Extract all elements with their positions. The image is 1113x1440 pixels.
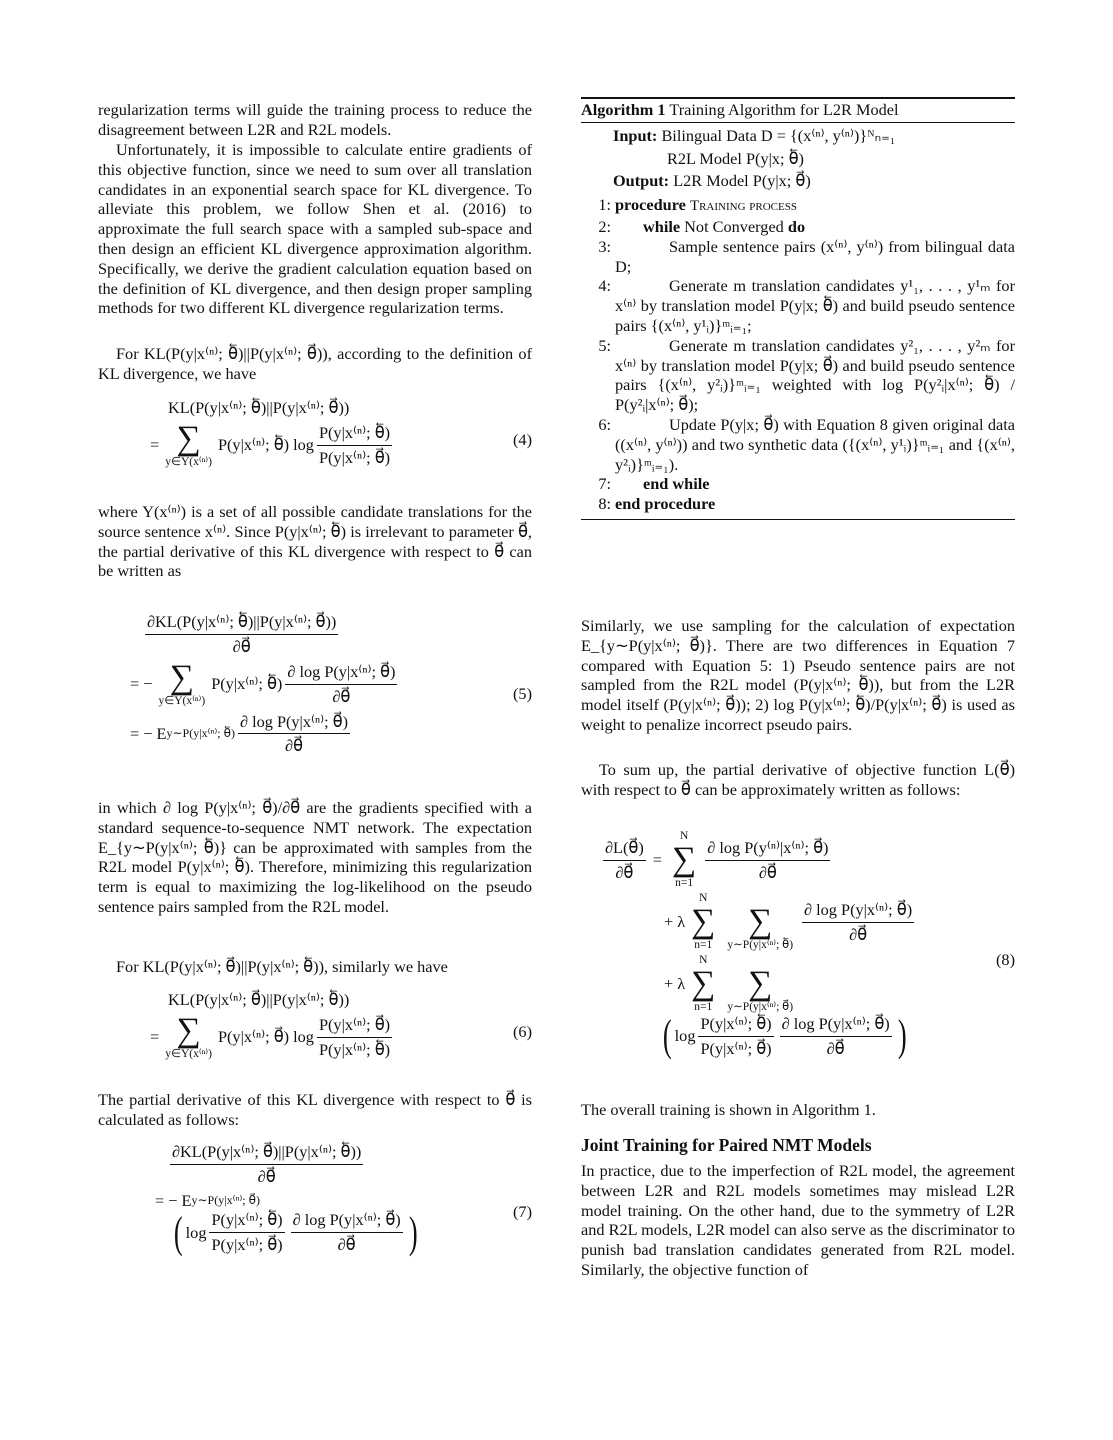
line-text (615, 237, 1015, 277)
paragraph: For KL(P(y|x⁽ⁿ⁾; θ⃗)||P(y|x⁽ⁿ⁾; θ⃖)), similarly we have (116, 957, 448, 976)
line-number: 8: (598, 494, 611, 514)
eq-text: = (652, 850, 662, 870)
expectation-subscript: y∼P(y|x⁽ⁿ⁾; θ⃖) (166, 725, 235, 740)
line-content: Update P(y|x; θ⃗) with Equation 8 given original data ((x⁽ⁿ⁾, y⁽ⁿ⁾)) and two synthetic data ({(x⁽ⁿ⁾, y¹ᵢ)}ᵐᵢ₌₁ and {(x⁽ⁿ⁾, y²ᵢ)}ᵐᵢ₌₁). (615, 414, 1015, 474)
eq-text: P(y|x⁽ⁿ⁾; θ⃖) (211, 674, 283, 694)
equation-number: (5) (513, 684, 532, 703)
algorithm-input-2: R2L Model P(y|x; θ⃖) (667, 148, 804, 168)
fraction: $\frac{\text{∂ log P(y|x⁽ⁿ⁾; θ⃗)}}{\partial\theta⃗}$ (781, 1014, 890, 1058)
fraction: $\frac{\text{P(y|x⁽ⁿ⁾; θ⃖)}}{\text{P(y|x⁽ⁿ⁾; θ⃗)}}$ (211, 1210, 283, 1255)
paren: ( (662, 1011, 672, 1061)
expectation: E (156, 723, 167, 743)
paragraph: The partial derivative of this KL divergence with respect to θ⃗ is calculated as follows: (98, 1090, 532, 1129)
sum-symbol: N ∑ n=1 (691, 892, 716, 951)
keyword: end procedure (615, 494, 716, 514)
fraction: $\frac{\text{P(y|x⁽ⁿ⁾; θ⃖)}}{\text{P(y|x⁽ⁿ⁾; θ⃗)}}$ (318, 423, 391, 467)
expectation: E (181, 1190, 192, 1210)
line-text (615, 474, 1015, 494)
fraction: $\frac{\text{P(y|x⁽ⁿ⁾; θ⃗)}}{\text{P(y|x⁽ⁿ⁾; θ⃖)}}$ (318, 1015, 391, 1059)
eq-text: log (185, 1222, 207, 1242)
paren: ( (173, 1207, 183, 1257)
algorithm-lines (581, 195, 1015, 519)
fraction: $\frac{\text{∂ log P(y|x⁽ⁿ⁾; θ⃗)}}{\partial\theta⃗}$ (287, 661, 396, 706)
keyword: end while (643, 474, 710, 494)
algorithm-line (581, 494, 1015, 514)
equation-number: (4) (513, 430, 532, 449)
algorithm-line (581, 415, 1015, 474)
line-content: Training process (689, 198, 797, 215)
paragraph: To sum up, the partial derivative of objective function L(θ⃗) with respect to θ⃗ can be approximately written as follows: (581, 760, 1015, 799)
fraction: $\frac{\text{∂ log P(y|x⁽ⁿ⁾; θ⃗)}}{\partial\theta⃗}$ (239, 711, 349, 756)
sum-symbol: ∑ y∼P(y|x⁽ⁿ⁾; θ⃖) (727, 903, 794, 951)
sum-symbol: ∑ y∈Y(x⁽ⁿ⁾) (158, 658, 206, 707)
equation-7 (155, 1142, 532, 1255)
keyword: procedure (615, 195, 686, 215)
line-number: 6: (598, 414, 611, 434)
paragraph: where Y(x⁽ⁿ⁾) is a set of all possible candidate translations for the source sentence x⁽ⁿ⁾. Since P(y|x⁽ⁿ⁾; θ⃖) is irrelevant to parameter θ⃗, the partial derivative of this KL divergence with respect to θ⃗ can be written as (98, 502, 532, 581)
fraction: $\frac{\text{∂ log P(y⁽ⁿ⁾|x⁽ⁿ⁾; θ⃗)}}{\partial\theta⃗}$ (707, 837, 829, 882)
paragraph: In practice, due to the imperfection of R2L model, the agreement between L2R and R2L models sometimes may mislead L2R model training. On the other hand, due to the symmetry of L2R and R2L models, L2R model can also serve as the discriminator to punish bad translation candidates generated from R2L model. Similarly, the objective function of (581, 1161, 1015, 1279)
algorithm-line (581, 195, 1015, 217)
paragraph: Unfortunately, it is impossible to calculate entire gradients of this objective function, since we need to sum over all translation candidates in an exponential search space for KL divergence. To alleviate this problem, we follow Shen et al. (2016) to approximate the full search space with a sampled sub-space and then design an efficient KL divergence approximation algorithm. Specifically, we derive the gradient calculation equation based on the definition of KL divergence, and then design proper sampling methods for two different KL divergence regularization terms. (98, 140, 532, 318)
line-content: Not Converged (684, 216, 788, 236)
equation-4 (150, 398, 532, 469)
equation-number: (7) (513, 1202, 532, 1221)
paragraph: Similarly, we use sampling for the calculation of expectation E_{y∼P(y|x⁽ⁿ⁾; θ⃗)}. There are two differences in Equation 7 compared with Equation 5: 1) Pseudo sentence pairs are not sampled from the R2L model (P(y|x⁽ⁿ⁾; θ⃖)), but from the L2R model itself (P(y|x⁽ⁿ⁾; θ⃗)); 2) log P(y|x⁽ⁿ⁾; θ⃖)/P(y|x⁽ⁿ⁾; θ⃗) is used as weight to penalize incorrect pseudo pairs. (581, 616, 1015, 734)
fraction: $\frac{\text{∂ log P(y|x⁽ⁿ⁾; θ⃗)}}{\partial\theta⃗}$ (292, 1210, 401, 1255)
line-text (615, 415, 1015, 474)
algorithm-line (581, 217, 1015, 237)
sum-symbol: N ∑ n=1 (671, 830, 697, 889)
eq-text: P(y|x⁽ⁿ⁾; θ⃖) log (217, 435, 314, 455)
fraction: $\frac{\text{∂KL(P(y|x⁽ⁿ⁾; θ⃖)||P(y|x⁽ⁿ⁾; θ⃗))}}{\partial\theta⃗}$ (147, 612, 337, 656)
keyword: do (787, 216, 806, 236)
line-text (615, 494, 1015, 514)
algorithm-line (581, 237, 1015, 277)
eq-text: = − (130, 674, 153, 694)
paragraph: The overall training is shown in Algorithm 1. (581, 1100, 876, 1119)
fraction: $\frac{\text{∂KL(P(y|x⁽ⁿ⁾; θ⃗)||P(y|x⁽ⁿ⁾; θ⃖))}}{\partial\theta⃗}$ (172, 1142, 362, 1186)
eq-text: = (150, 1027, 160, 1047)
algorithm-input: Input: Bilingual Data D = {(x⁽ⁿ⁾, y⁽ⁿ⁾)}ᴺₙ₌₁ (613, 125, 896, 145)
line-text (615, 336, 1015, 415)
line-content: Generate m translation candidates y¹₁, . . . , y¹ₘ for x⁽ⁿ⁾ by translation model P(y|x; θ⃖) and build pseudo sentence pairs {(x⁽ⁿ⁾, y¹ᵢ)}ᵐᵢ₌₁; (615, 276, 1015, 335)
algorithm-caption: Algorithm 1 Training Algorithm for L2R Model (581, 99, 1015, 123)
algorithm-output: Output: L2R Model P(y|x; θ⃗) (613, 171, 811, 191)
line-number: 2: (598, 216, 611, 236)
line-number: 5: (598, 335, 611, 355)
sum-symbol: ∑ y∼P(y|x⁽ⁿ⁾; θ⃗) (727, 965, 794, 1013)
paragraph: For KL(P(y|x⁽ⁿ⁾; θ⃖)||P(y|x⁽ⁿ⁾; θ⃗)), according to the definition of KL divergence, we have (98, 344, 532, 383)
eq-text: + λ (664, 912, 686, 932)
eq-text: KL(P(y|x⁽ⁿ⁾; θ⃖)||P(y|x⁽ⁿ⁾; θ⃗)) (168, 398, 350, 417)
section-heading: Joint Training for Paired NMT Models (581, 1135, 872, 1155)
algorithm-box (581, 97, 1015, 520)
line-text (615, 276, 1015, 335)
algorithm-line (581, 474, 1015, 494)
sum-symbol: N ∑ n=1 (691, 954, 716, 1013)
line-text (615, 217, 1015, 237)
algorithm-line (581, 336, 1015, 415)
equation-6 (150, 990, 532, 1061)
line-content: Generate m translation candidates y²₁, . . . , y²ₘ for x⁽ⁿ⁾ by translation model P(y|x; θ⃗) and build pseudo sentence pairs {(x⁽ⁿ⁾, y²ᵢ)}ᵐᵢ₌₁ weighted with log P(y²ᵢ|x⁽ⁿ⁾; θ⃖) / P(y²ᵢ|x⁽ⁿ⁾; θ⃗); (615, 335, 1015, 415)
sum-symbol: ∑ y∈Y(x⁽ⁿ⁾) (165, 1011, 212, 1060)
eq-text: KL(P(y|x⁽ⁿ⁾; θ⃗)||P(y|x⁽ⁿ⁾; θ⃖)) (168, 990, 350, 1009)
equation-number: (8) (996, 950, 1015, 969)
paragraph: regularization terms will guide the training process to reduce the disagreement between L2R and R2L models. (98, 100, 532, 139)
line-content: Sample sentence pairs (x⁽ⁿ⁾, y⁽ⁿ⁾) from bilingual data D; (615, 236, 1015, 276)
sum-symbol: ∑ y∈Y(x⁽ⁿ⁾) (165, 419, 212, 468)
eq-text: log (674, 1026, 696, 1046)
equation-5 (130, 612, 532, 756)
paren: ) (408, 1207, 418, 1257)
fraction: $\frac{\partial L(\theta⃗)}{\partial\theta⃗}$ (605, 837, 644, 882)
algorithm-line (581, 276, 1015, 335)
eq-text: P(y|x⁽ⁿ⁾; θ⃗) log (217, 1027, 314, 1047)
line-number: 1: (598, 195, 611, 215)
line-number: 4: (598, 276, 611, 296)
line-number: 7: (598, 474, 611, 494)
equation-8 (600, 830, 1015, 1059)
equation-number: (6) (513, 1022, 532, 1041)
line-number: 3: (598, 236, 611, 256)
eq-text: = − (130, 723, 153, 743)
eq-text: + λ (664, 974, 686, 994)
line-text (615, 195, 1015, 217)
fraction: $\frac{\text{∂ log P(y|x⁽ⁿ⁾; θ⃗)}}{\partial\theta⃗}$ (804, 899, 913, 944)
eq-text: = (150, 435, 160, 455)
eq-text: = − (155, 1190, 178, 1210)
paren: ) (897, 1011, 907, 1061)
keyword: while (643, 216, 681, 236)
paragraph: in which ∂ log P(y|x⁽ⁿ⁾; θ⃗)/∂θ⃗ are the gradients specified with a standard sequence-to-sequence NMT network. The expectation E_{y∼P(y|x⁽ⁿ⁾; θ⃖)} can be approximated with samples from the R2L model P(y|x⁽ⁿ⁾; θ⃖). Therefore, minimizing this regularization term is equal to maximizing the log-likelihood on the pseudo sentence pairs sampled from the R2L model. (98, 798, 532, 916)
expectation-subscript: y∼P(y|x⁽ⁿ⁾; θ⃗) (191, 1192, 260, 1207)
fraction: $\frac{\text{P(y|x⁽ⁿ⁾; θ⃖)}}{\text{P(y|x⁽ⁿ⁾; θ⃗)}}$ (700, 1014, 772, 1058)
